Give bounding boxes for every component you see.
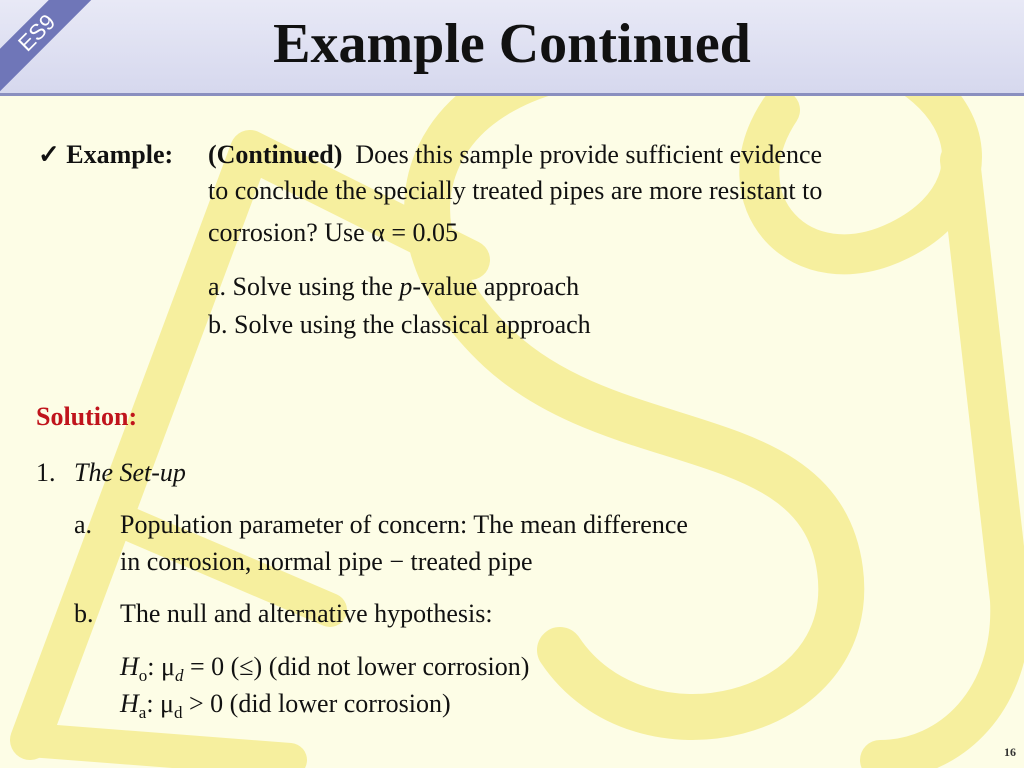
substep-b-text: The null and alternative hypothesis: xyxy=(120,599,493,628)
example-question-line-2: to conclude the specially treated pipes are more resistant to xyxy=(208,176,823,205)
example-label: Example: xyxy=(66,140,174,169)
substep-a-line-2: in corrosion, normal pipe − treated pipe xyxy=(120,547,533,576)
task-item-a: a. Solve using the p-value approach xyxy=(208,272,580,301)
example-question-line-1: Does this sample provide sufficient evidence xyxy=(355,140,823,169)
example-heading xyxy=(38,140,173,170)
substep-b-marker: b. xyxy=(74,599,94,628)
alpha-symbol: α xyxy=(371,218,385,247)
slide-number: 16 xyxy=(1004,745,1016,759)
null-hypothesis: $H_o$: $\mu_d = 0$ (≤) (did not lower corrosion) xyxy=(120,652,530,686)
continued-label: (Continued) xyxy=(208,140,343,169)
checkmark-icon: ✓ xyxy=(38,140,60,169)
task-item-b: b. Solve using the classical approach xyxy=(208,310,591,339)
es9-badge: ES9 xyxy=(0,0,101,96)
example-line-1 xyxy=(208,140,822,170)
step-1-number: 1. xyxy=(36,458,56,487)
example-question-line-3: corrosion? Use α = 0.05 xyxy=(208,218,458,247)
substep-a-marker: a. xyxy=(74,510,93,539)
step-1-title: The Set-up xyxy=(74,458,186,487)
substep-a-line-1: Population parameter of concern: The mean difference xyxy=(120,510,688,539)
alternative-hypothesis: $H_a$: $\mu_d > 0$ (did lower corrosion) xyxy=(120,689,451,723)
page-title: Example Continued xyxy=(273,13,751,75)
solution-heading: Solution: xyxy=(36,402,138,431)
title-bar xyxy=(0,0,1024,96)
